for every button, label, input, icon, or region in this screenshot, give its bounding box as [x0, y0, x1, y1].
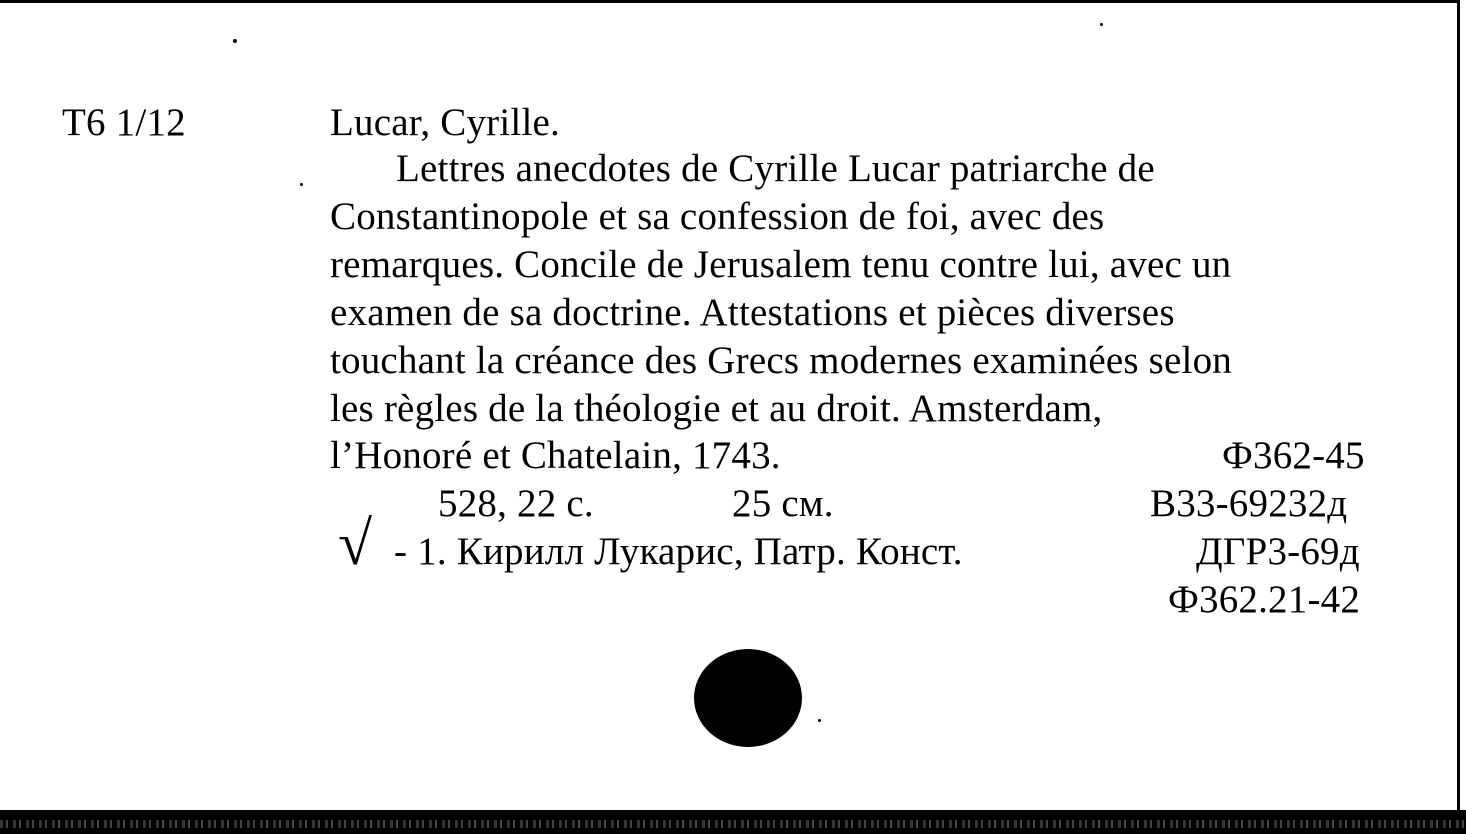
code-2: В33-69232д: [1150, 482, 1348, 525]
scan-edge-strip: [0, 810, 1466, 834]
title-line-3: remarques. Concile de Jerusalem tenu contre lui, avec un: [330, 243, 1232, 286]
speck: [818, 719, 821, 722]
title-line-7: l’Honoré et Chatelain, 1743.: [330, 434, 781, 477]
subject-heading: - 1. Кирилл Лукарис, Патр. Конст.: [394, 530, 963, 573]
speck: [233, 39, 237, 43]
code-4: Ф362.21-42: [1168, 578, 1361, 621]
title-line-5: touchant la créance des Grecs modernes examinées selon: [330, 339, 1232, 382]
pagination: 528, 22 с.: [438, 482, 594, 525]
code-1: Ф362-45: [1222, 434, 1365, 477]
title-line-1: Lettres anecdotes de Cyrille Lucar patriarche de: [396, 147, 1155, 190]
checkmark: √: [338, 510, 373, 578]
shelfmark: T6 1/12: [62, 101, 186, 144]
author-heading: Lucar, Cyrille.: [330, 101, 560, 144]
speck: [300, 183, 303, 186]
title-line-4: examen de sa doctrine. Attestations et pièces diverses: [330, 291, 1175, 334]
code-3: ДГР3-69д: [1196, 530, 1360, 573]
punch-hole: [694, 649, 802, 747]
title-line-2: Constantinopole et sa confession de foi, avec des: [330, 195, 1105, 238]
speck: [1100, 23, 1103, 26]
size: 25 см.: [732, 482, 834, 525]
title-line-6: les règles de la théologie et au droit. Amsterdam,: [330, 387, 1103, 430]
